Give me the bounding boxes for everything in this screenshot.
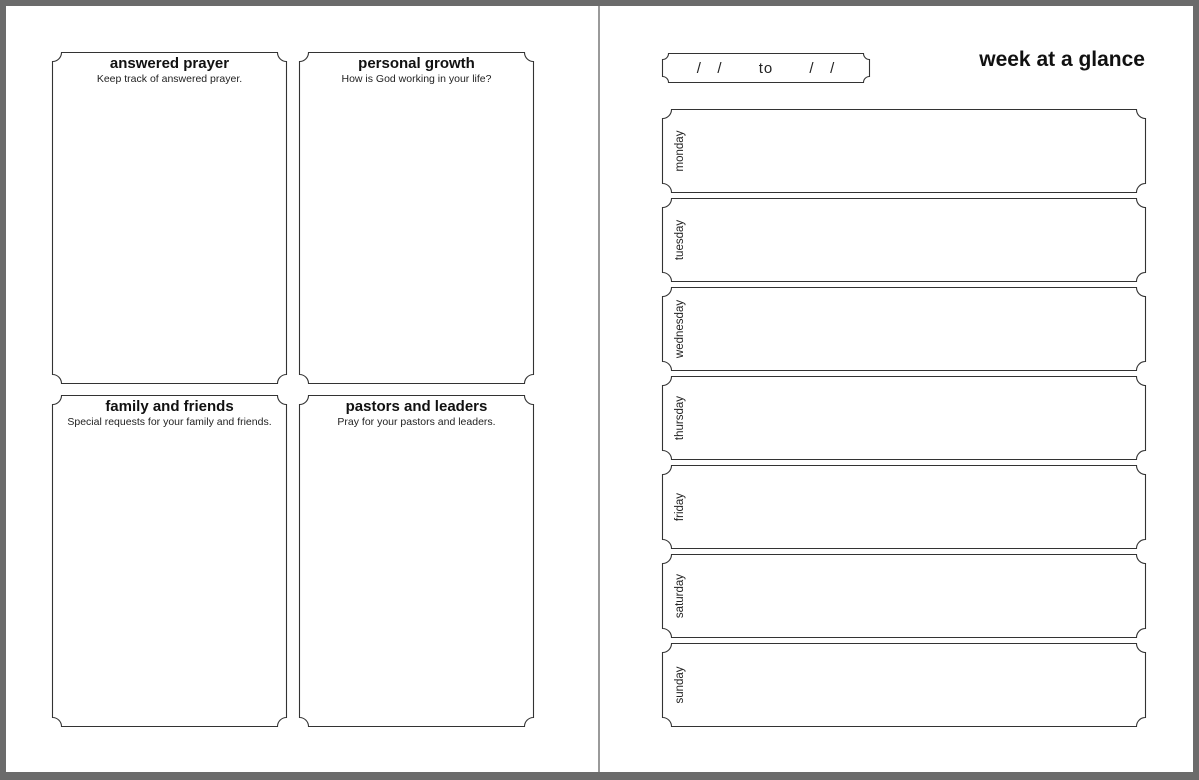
frame-outline [300, 53, 534, 384]
day-row-frame [662, 465, 1146, 549]
box-title: answered prayer [109, 55, 230, 72]
day-label: tuesday [674, 219, 686, 261]
personal-growth-box[interactable] [299, 52, 534, 384]
day-row-frame [662, 554, 1146, 638]
day-row-frame [662, 287, 1146, 371]
frame-outline [663, 110, 1146, 193]
day-row-frame [662, 376, 1146, 460]
day-row-monday[interactable] [662, 109, 1146, 193]
day-row-friday[interactable] [662, 465, 1146, 549]
box-frame [299, 395, 534, 727]
day-row-tuesday[interactable] [662, 198, 1146, 282]
frame-outline [53, 53, 287, 384]
box-title: personal growth [358, 55, 475, 72]
day-label: monday [674, 130, 686, 172]
box-frame [299, 52, 534, 384]
frame-outline [663, 288, 1146, 371]
day-label: wednesday [674, 299, 686, 359]
day-label: sunday [674, 666, 686, 704]
frame-outline [663, 644, 1146, 727]
day-row-frame [662, 643, 1146, 727]
pastors-and-leaders-box[interactable] [299, 395, 534, 727]
box-subtitle: Pray for your pastors and leaders. [337, 416, 496, 428]
frame-outline [300, 396, 534, 727]
left-page [6, 6, 598, 772]
frame-outline [663, 555, 1146, 638]
day-row-frame [662, 198, 1146, 282]
frame-outline [53, 396, 287, 727]
box-subtitle: Keep track of answered prayer. [96, 73, 243, 85]
box-subtitle: How is God working in your life? [341, 73, 492, 85]
family-and-friends-box[interactable] [52, 395, 287, 727]
frame-outline [663, 377, 1146, 460]
box-title: pastors and leaders [345, 398, 488, 415]
answered-prayer-box[interactable] [52, 52, 287, 384]
box-frame [52, 395, 287, 727]
day-row-saturday[interactable] [662, 554, 1146, 638]
page-title: week at a glance [979, 48, 1145, 71]
frame-outline [663, 466, 1146, 549]
day-row-thursday[interactable] [662, 376, 1146, 460]
date-range-field[interactable] [662, 53, 870, 83]
day-label: saturday [674, 573, 686, 619]
frame-outline [663, 199, 1146, 282]
day-label: thursday [674, 395, 686, 441]
box-title: family and friends [105, 398, 234, 415]
box-subtitle: Special requests for your family and friends. [67, 416, 272, 428]
day-row-sunday[interactable] [662, 643, 1146, 727]
day-label: friday [674, 492, 686, 522]
box-frame [52, 52, 287, 384]
day-row-frame [662, 109, 1146, 193]
date-range-text: / / to / / [696, 59, 836, 77]
day-row-wednesday[interactable] [662, 287, 1146, 371]
right-page [600, 6, 1193, 772]
